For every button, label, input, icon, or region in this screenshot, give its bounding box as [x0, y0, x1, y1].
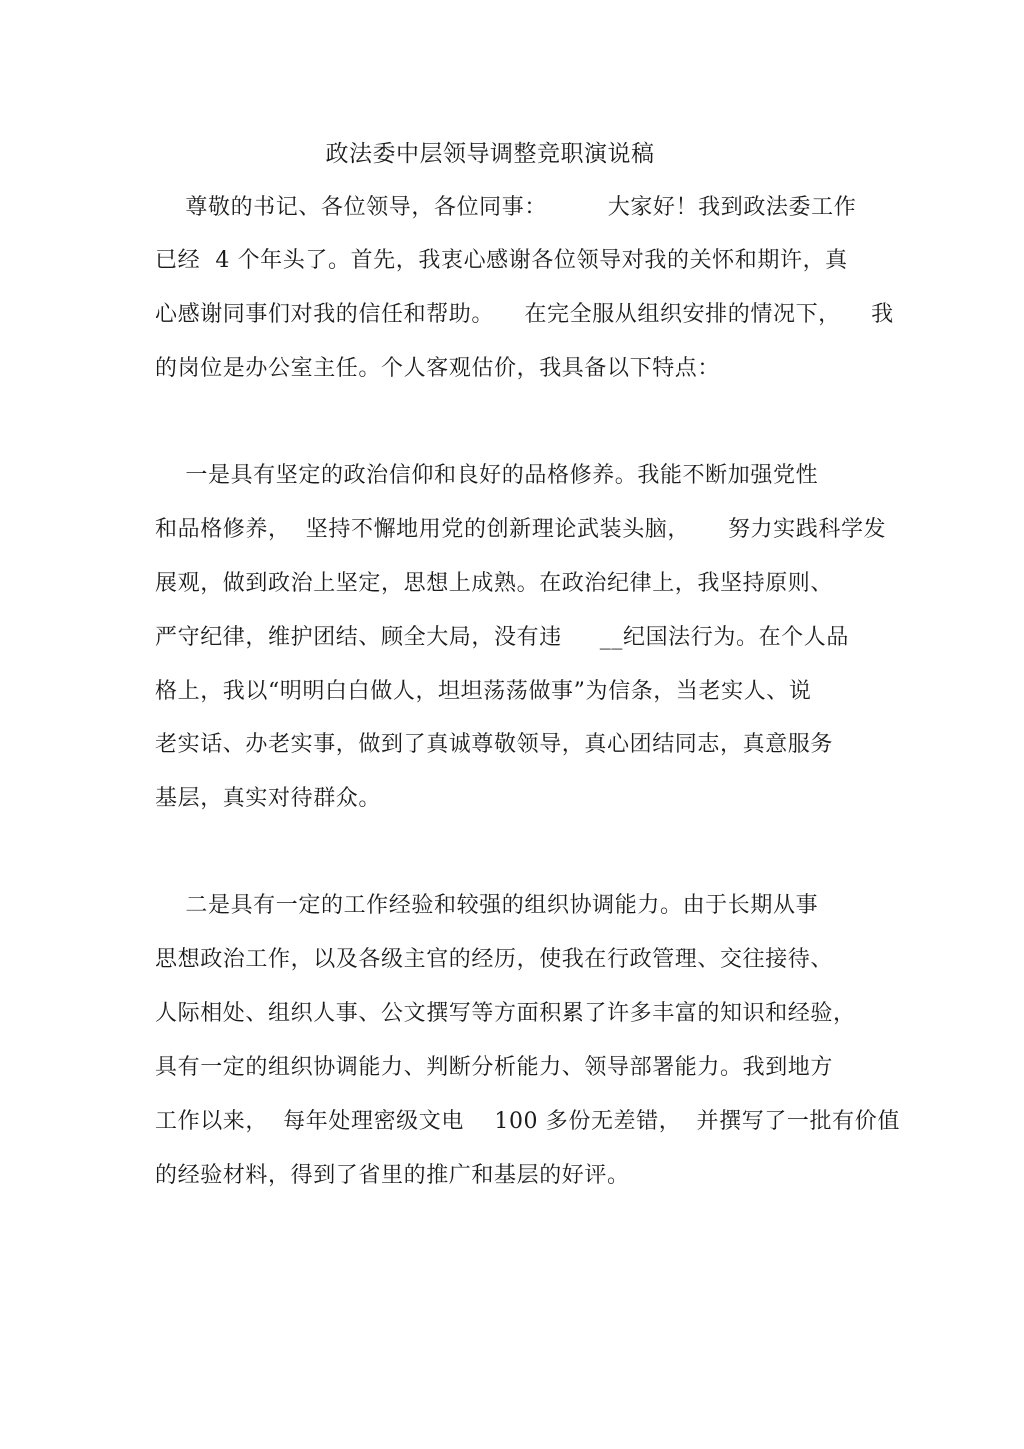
paragraph-1-line-1: 尊敬的书记、各位领导，各位同事： 大家好！我到政法委工作 — [155, 195, 857, 220]
paragraph-2-line-5: 格上，我以“明明白白做人，坦坦荡荡做事”为信条，当老实人、说 — [155, 679, 812, 704]
paragraph-3-line-4: 具有一定的组织协调能力、判断分析能力、领导部署能力。我到地方 — [155, 1055, 834, 1080]
paragraph-1-line-3: 心感谢同事们对我的信任和帮助。 在完全服从组织安排的情况下， 我 — [155, 302, 894, 327]
paragraph-2-line-1: 一是具有坚定的政治信仰和良好的品格修养。我能不断加强党性 — [155, 463, 819, 488]
paragraph-2-line-6: 老实话、办老实事，做到了真诚尊敬领导，真心团结同志，真意服务 — [155, 732, 834, 757]
paragraph-2-line-7: 基层，真实对待群众。 — [155, 786, 382, 811]
paragraph-3-line-5: 工作以来， 每年处理密级文电 100 多份无差错， 并撰写了一批有价值 — [155, 1109, 900, 1134]
paragraph-2-line-3: 展观，做到政治上坚定，思想上成熟。在政治纪律上，我坚持原则、 — [155, 571, 834, 596]
paragraph-2-line-2: 和品格修养， 坚持不懈地用党的创新理论武装头脑， 努力实践科学发 — [155, 517, 887, 542]
paragraph-3-line-2: 思想政治工作，以及各级主官的经历，使我在行政管理、交往接待、 — [155, 947, 834, 972]
paragraph-2-line-4: 严守纪律，维护团结、顾全大局，没有违 __纪国法行为。在个人品 — [155, 625, 849, 650]
document-title: 政法委中层领导调整竞职演说稿 — [325, 141, 655, 167]
paragraph-3-line-6: 的经验材料，得到了省里的推广和基层的好评。 — [155, 1163, 630, 1188]
paragraph-3-line-1: 二是具有一定的工作经验和较强的组织协调能力。由于长期从事 — [155, 893, 819, 918]
paragraph-3-line-3: 人际相处、组织人事、公文撰写等方面积累了许多丰富的知识和经验， — [155, 1001, 856, 1026]
paragraph-1-line-4: 的岗位是办公室主任。个人客观估价，我具备以下特点： — [155, 356, 721, 381]
paragraph-1-line-2: 已经 4 个年头了。首先，我衷心感谢各位领导对我的关怀和期许，真 — [155, 248, 848, 273]
